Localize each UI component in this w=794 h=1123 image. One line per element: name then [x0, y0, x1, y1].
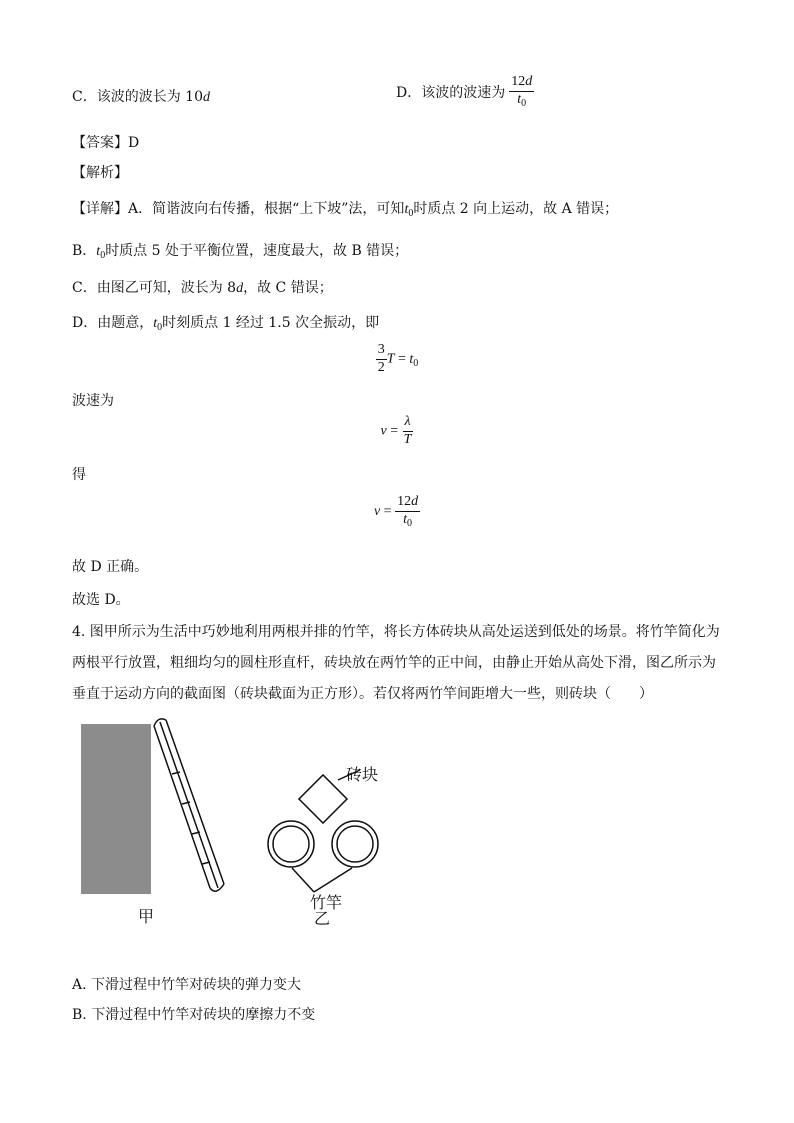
label-pole: 竹竿	[310, 893, 343, 912]
equation-period: $\frac{3}{2}$ $T = t_0$	[377, 342, 419, 375]
cross-section	[268, 770, 378, 892]
wall-block	[81, 724, 151, 894]
left-pole-circle	[268, 821, 314, 867]
equation-speed: v = $\frac{\lambda}{T}$	[380, 414, 412, 447]
label-jia: 甲	[138, 907, 155, 926]
answer-value: D	[128, 135, 140, 151]
answer-line	[72, 132, 139, 152]
right-pole-circle	[332, 821, 378, 867]
conclusion-line: 故 D 正确。	[72, 559, 149, 575]
option-c-var: d	[202, 90, 210, 105]
var-t0: $t_0$	[404, 202, 414, 219]
question4-line2: 两根平行放置，粗细均匀的圆柱形直杆，砖块放在两竹竿的正中间，由静止开始从高处下滑，图乙所示为	[72, 655, 716, 671]
wave-speed-label: 波速为	[72, 393, 114, 409]
label-yi: 乙	[314, 909, 331, 928]
choice-a: A. 下滑过程中竹竿对砖块的弹力变大	[72, 977, 302, 993]
choice-b: B. 下滑过程中竹竿对砖块的摩擦力不变	[72, 1007, 316, 1023]
option-d-text: D．该波的波速为	[396, 84, 506, 101]
analysis-label: 【解析】	[72, 165, 128, 181]
option-c-text: C．该波的波长为 10	[72, 89, 203, 105]
answer-label: 【答案】	[72, 135, 128, 151]
brick-square	[299, 775, 347, 823]
equation-result: v = $\frac{12d}{t_0}$	[373, 494, 419, 529]
leaning-poles-icon	[154, 719, 224, 891]
question4-line3: 垂直于运动方向的截面图（砖块截面为正方形）。若仅将两竹竿间距增大一些，则砖块（ ）	[72, 686, 653, 702]
gives-label: 得	[72, 467, 86, 483]
figure-bamboo-poles	[76, 712, 396, 932]
detail-d-line: D．由题意，$t_0$时刻质点 1 经过 1.5 次全振动，即	[72, 315, 380, 333]
var-t0: $t_0$	[153, 316, 163, 333]
choose-line: 故选 D。	[72, 592, 130, 608]
detail-b-line: B．$t_0$时质点 5 处于平衡位置，速度最大，故 B 错误；	[72, 243, 409, 261]
option-d-fraction: $\frac{12d}{t_0}$	[511, 74, 533, 109]
var-t0: $t_0$	[96, 244, 106, 261]
label-brick: 砖块	[346, 765, 379, 784]
detail-a-line: 【详解】A．简谐波向右传播，根据“上下坡”法，可知$t_0$时质点 2 向上运动，故 A 错误；	[72, 201, 619, 219]
option-c	[72, 86, 210, 106]
option-d	[396, 74, 534, 110]
question4-line1: 4. 图甲所示为生活中巧妙地利用两根并排的竹竿，将长方体砖块从高处运送到低处的场景。将竹竿简化为	[72, 624, 720, 640]
detail-c-line: C．由图乙可知，波长为 8d，故 C 错误；	[72, 280, 333, 296]
